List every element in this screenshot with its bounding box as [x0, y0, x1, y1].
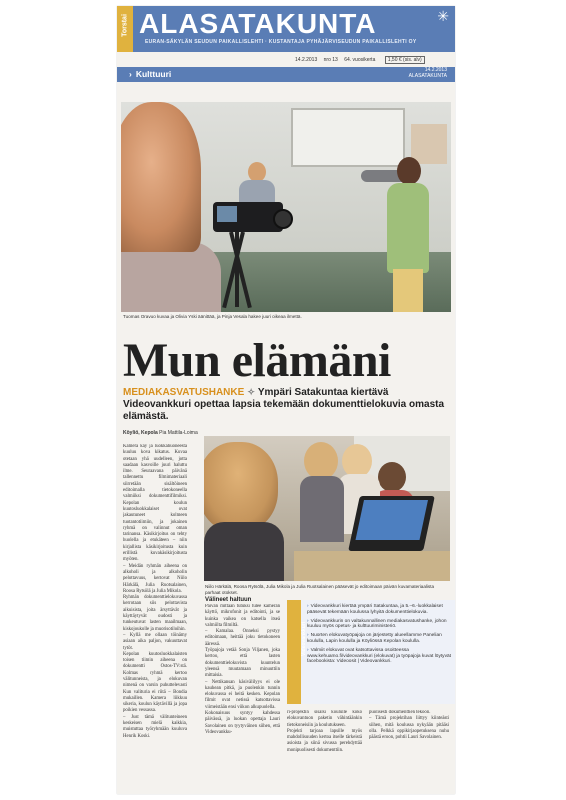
section-date: 14.2.2013: [424, 67, 447, 73]
paragraph: puolisesti dokumenttien tekoon.: [369, 710, 431, 715]
masthead: [117, 6, 455, 52]
article-lede: [123, 386, 449, 423]
info-item: › Videovankkuri kiertää ympäri Satakuntaa, ja 5.–6.-luokkalaiset pääsevät tekemään koulussa lyhyitä dokumenttielokuvia.: [307, 604, 455, 616]
weekday-label: Torstai: [121, 14, 129, 37]
paragraph: Kamera käy ja luokkahuoneesta kuuluu kova kikatus. Kuvaa otetaan yhä uudelleen, jotta saadaan kasvoille juuri haluttu ilme. Seuraavana päivänä tallennettu filmimateriaali siirretään sisältöineen editoimalla tietokoneella valmiiksi dokumenttifilmiksi. Kepolan koulun kuutosluokkalaiset ovat jakautuneet kolmeen tuotantotiimiin, ja jokainen ryhmä on valinnut oman tarinansa. Käsikirjoitus on tehty huolella ja etukäteen – niin kirjallista käsikirjoitusta kuin erillistä kuvakäsikirjoitusta myöten.: [123, 444, 187, 563]
weekday-tab: [117, 6, 133, 52]
paragraph: ri-projektin sisälsi koululle koko elokuvantuon paketin vähintäänkin tietokoneisiin ja koulutukseen.: [287, 710, 362, 728]
article-column-3: [287, 710, 362, 784]
star-icon: ✧: [247, 387, 255, 397]
photo2-caption: Niilo Härkälä, Roosa Rytsölä, Julia Mikola ja Julia Ruotsalainen pääsevät jo editoimaan päivän kuvamateriaalista parhaat otokset.: [205, 584, 435, 595]
paragraph: – Kyllä me ollaan töinämy asiaan aika paljon, vakuuttavat tytöt.: [123, 632, 187, 651]
section-brand: ALASATAKUNTA: [408, 73, 447, 79]
section-label: › Kulttuuri: [129, 69, 171, 79]
paragraph: Työpajoja vetää Sonja Viljanen, joka kertoo, että lasten dokumenttielokuvista kuuntelun yleensä muutamaan minuuttiin mittaisia.: [205, 648, 280, 679]
photo-filming-scene: [121, 102, 451, 312]
subheading: Välineet haltuun: [205, 597, 252, 603]
issue-meta: [295, 57, 430, 63]
section-meta: [409, 67, 447, 79]
paragraph: – Just tämä välitunteineen keskeisen mielä kaikkia, muistuttaa työryhmään kuuluva Henrik Koski.: [123, 714, 187, 739]
photo-kids-editing: [204, 436, 450, 581]
paragraph: Kepolan kuutosluokkalaisten toisen tiimin aiheena on dokumentti Ostos-TV:stä. Kolmas ryhmä kertoo välitunneista, ja elokuvan nimenä on varsin puhuttelevasti Kun valituria ei riitä – Bondia mukaillen. Kamera liikkuu sikeria, koulun käytävillä ja jopa poikien vessassa.: [123, 651, 187, 714]
paragraph: Ryhmän dokumenttielokuvassa kerrotaan siis pelottavista aikuisista, joita ärsyttävät ja käyttäytyvät oudosti ja tunkeutuvat lasten maailmaan, kiskojoukolle ja muorisotiloihin.: [123, 595, 187, 632]
newspaper-page: [117, 6, 455, 794]
byline-place: Köyliö, Kepola: [123, 430, 158, 436]
newspaper-brand: ALASATAKUNTA: [139, 8, 377, 39]
paragraph: – Tämä projektihan liittyy kiinteästi siihen, mitä koulussa nykyään pitääsi olla. Pelkkä oppikirjaopetuksena nuhu päästä eroon, pohtii Lauri Savolainen.: [369, 716, 449, 741]
article-column-4: [369, 710, 449, 784]
article-column-1: [123, 444, 187, 784]
section-bar: [117, 67, 455, 82]
article-column-2: [205, 604, 280, 784]
byline: [123, 430, 198, 436]
paragraph: Projekti tarjoaa lapsille myös mahdollisuuden kertoa itselle tärkeistä asioista ja siinä sivussa perehdyttää monipuolisesti dokumenttiin.: [287, 728, 362, 753]
masthead-tagline: EURAN-SÄKYLÄN SEUDUN PAIKALLISLEHTI · KUSTANTAJA PYHÄJÄRVISEUDUN PAIKALLISLEHTI OY: [145, 39, 417, 45]
info-item: › Valmiit elokuvat ovat katsottavissa osoitteessa www.kehuamo.fi/videovankkuri (elokuvat) ja työpajoja kuvat löytyvät facebookista: Videoosit | Videovankkuri.: [307, 648, 455, 665]
issue-price: 1,50 € (sis. alv): [385, 56, 425, 64]
photo1-caption: Tuomas Oravuo kuvaa ja Olivia Yski äänittää, ja Pinja Vesala hakee juuri oikeaa ilmettä.: [123, 314, 302, 319]
issue-date: 14.2.2013: [295, 57, 318, 63]
paragraph: – Kamalaa. Onneksi pystyy editoimaan, heittää joku tietokoneen ääressä.: [205, 629, 280, 647]
info-box: [287, 600, 455, 704]
paragraph: Kokonaisuus syntyy kahdessa päivässä, ja luokan opettaja Lauri Savolainen on tyytyväinen siihen, että Videovankku-: [205, 711, 280, 735]
snowflake-icon: ✳: [437, 10, 449, 25]
laptop: [348, 496, 435, 551]
article-kicker: MEDIAKASVATUSHANKE: [123, 387, 245, 398]
lede-text: Ympäri Satakuntaa kiertävä Videovankkuri opettaa lapsia tekemään dokumenttielokuvia omasta elämästä.: [123, 387, 445, 422]
byline-author: Pia Mattila-Loima: [159, 430, 198, 436]
info-item: › Nuorten elokuvatyöpajoja on järjestetty alueellamme Panelian koululla, Lapin koululla ja Köyliössä Kepolan koululla.: [307, 633, 455, 645]
paragraph: Päivän mittaan tutuksi tulee kameran käyttö, mikrofonit ja editointi, ja se kuinka vaikea on katsella itseä valmiilta filmiltä.: [205, 604, 280, 628]
info-item: › Videovankkurin on valtakunnallinen mediakasvatushanke, johon kuuluu myös opetus- ja kulttuuriministeriö.: [307, 619, 455, 631]
issue-volume: 64. vuosikerta: [344, 57, 376, 63]
video-camera: [213, 202, 283, 232]
article-headline: Mun elämäni: [123, 334, 391, 387]
paragraph: – Nettikansan käsivälilyys ei ole kauhean pitkä, ja puolenkin tunnin elokuvassa ei heitä kesken. Kepolan filmit ovat netissä katsottavissa viimeistään ensi viikon alkupuolella.: [205, 679, 280, 710]
paragraph: – Meidän ryhmän aiheena on alkoholi ja alkoholin pelottavuus, kertovat Niilo Härkälä, Julia Ruotsalainen, Roosa Rytsölä ja Julia Mikola.: [123, 563, 187, 594]
issue-number: nro 13: [323, 57, 338, 63]
info-box-label: Videovankkuri: [301, 621, 307, 656]
